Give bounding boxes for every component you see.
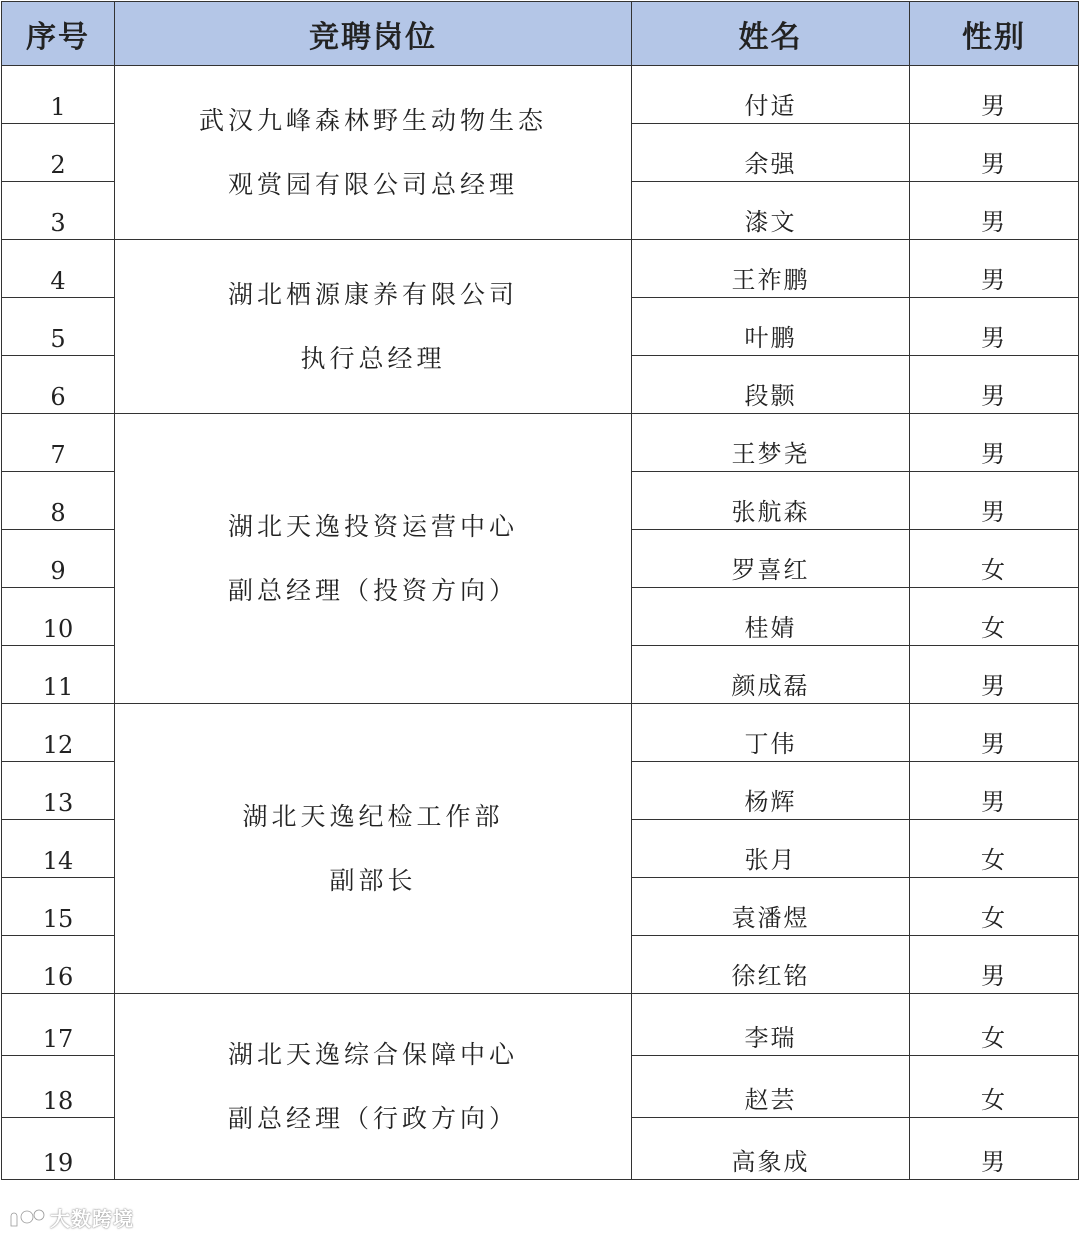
cell-gender: 女 <box>910 820 1079 878</box>
cell-name: 段颢 <box>632 356 910 414</box>
cell-gender: 男 <box>910 124 1079 182</box>
cell-name: 余强 <box>632 124 910 182</box>
cell-name: 丁伟 <box>632 704 910 762</box>
cell-seq: 19 <box>2 1118 115 1180</box>
cell-seq: 11 <box>2 646 115 704</box>
position-line: 湖北天逸纪检工作部 <box>242 801 504 831</box>
cell-name: 徐红铭 <box>632 936 910 994</box>
cell-gender: 男 <box>910 66 1079 124</box>
cell-gender: 男 <box>910 414 1079 472</box>
cell-seq: 8 <box>2 472 115 530</box>
cell-seq: 16 <box>2 936 115 994</box>
cell-gender: 男 <box>910 356 1079 414</box>
cell-seq: 18 <box>2 1056 115 1118</box>
cell-name: 桂婧 <box>632 588 910 646</box>
cell-name: 叶鹏 <box>632 298 910 356</box>
cell-position <box>115 994 632 1180</box>
cell-gender: 男 <box>910 936 1079 994</box>
cell-gender: 男 <box>910 298 1079 356</box>
cell-seq: 3 <box>2 182 115 240</box>
header-seq: 序号 <box>2 2 115 66</box>
cell-position <box>115 414 632 704</box>
cell-gender: 男 <box>910 704 1079 762</box>
cell-name: 张月 <box>632 820 910 878</box>
position-line: 湖北栖源康养有限公司 <box>227 279 518 309</box>
cell-seq: 7 <box>2 414 115 472</box>
cell-gender: 男 <box>910 472 1079 530</box>
cell-name: 李瑞 <box>632 994 910 1056</box>
position-line: 观赏园有限公司总经理 <box>227 169 518 199</box>
table-row <box>2 66 1079 124</box>
cell-position <box>115 704 632 994</box>
cell-name: 王祚鹏 <box>632 240 910 298</box>
cell-seq: 6 <box>2 356 115 414</box>
table-row <box>2 704 1079 762</box>
table-body <box>2 66 1079 1180</box>
cell-seq: 15 <box>2 878 115 936</box>
cell-gender: 女 <box>910 994 1079 1056</box>
cell-gender: 男 <box>910 762 1079 820</box>
cell-name: 袁潘煜 <box>632 878 910 936</box>
position-line: 执行总经理 <box>300 343 446 373</box>
cell-name: 付适 <box>632 66 910 124</box>
table-row <box>2 240 1079 298</box>
cell-seq: 5 <box>2 298 115 356</box>
cell-gender: 女 <box>910 1056 1079 1118</box>
cell-name: 漆文 <box>632 182 910 240</box>
table-row <box>2 414 1079 472</box>
cell-seq: 14 <box>2 820 115 878</box>
cell-seq: 17 <box>2 994 115 1056</box>
cell-name: 赵芸 <box>632 1056 910 1118</box>
cell-gender: 男 <box>910 182 1079 240</box>
cell-seq: 12 <box>2 704 115 762</box>
cell-seq: 9 <box>2 530 115 588</box>
candidate-table <box>1 1 1079 1180</box>
watermark <box>8 1203 134 1231</box>
cell-name: 颜成磊 <box>632 646 910 704</box>
cell-gender: 男 <box>910 1118 1079 1180</box>
cell-seq: 10 <box>2 588 115 646</box>
table-row <box>2 994 1079 1056</box>
position-line: 湖北天逸投资运营中心 <box>227 511 518 541</box>
cell-seq: 4 <box>2 240 115 298</box>
table-header-row <box>2 2 1079 66</box>
cell-seq: 2 <box>2 124 115 182</box>
cell-gender: 男 <box>910 646 1079 704</box>
cell-seq: 13 <box>2 762 115 820</box>
watermark-text: 大数跨境 <box>50 1206 134 1231</box>
position-line: 副总经理（投资方向） <box>227 575 518 605</box>
position-line: 副部长 <box>329 865 417 895</box>
cell-name: 高象成 <box>632 1118 910 1180</box>
cell-position <box>115 66 632 240</box>
position-line: 武汉九峰森林野生动物生态 <box>198 105 547 135</box>
header-gender: 性别 <box>910 2 1079 66</box>
brand-logo-icon <box>8 1204 46 1230</box>
cell-gender: 男 <box>910 240 1079 298</box>
cell-gender: 女 <box>910 878 1079 936</box>
cell-position <box>115 240 632 414</box>
cell-name: 王梦尧 <box>632 414 910 472</box>
cell-name: 杨辉 <box>632 762 910 820</box>
cell-seq: 1 <box>2 66 115 124</box>
position-line: 湖北天逸综合保障中心 <box>227 1039 518 1069</box>
cell-gender: 女 <box>910 530 1079 588</box>
cell-name: 罗喜红 <box>632 530 910 588</box>
header-name: 姓名 <box>632 2 910 66</box>
cell-gender: 女 <box>910 588 1079 646</box>
header-position: 竞聘岗位 <box>115 2 632 66</box>
cell-name: 张航森 <box>632 472 910 530</box>
position-line: 副总经理（行政方向） <box>227 1103 518 1133</box>
